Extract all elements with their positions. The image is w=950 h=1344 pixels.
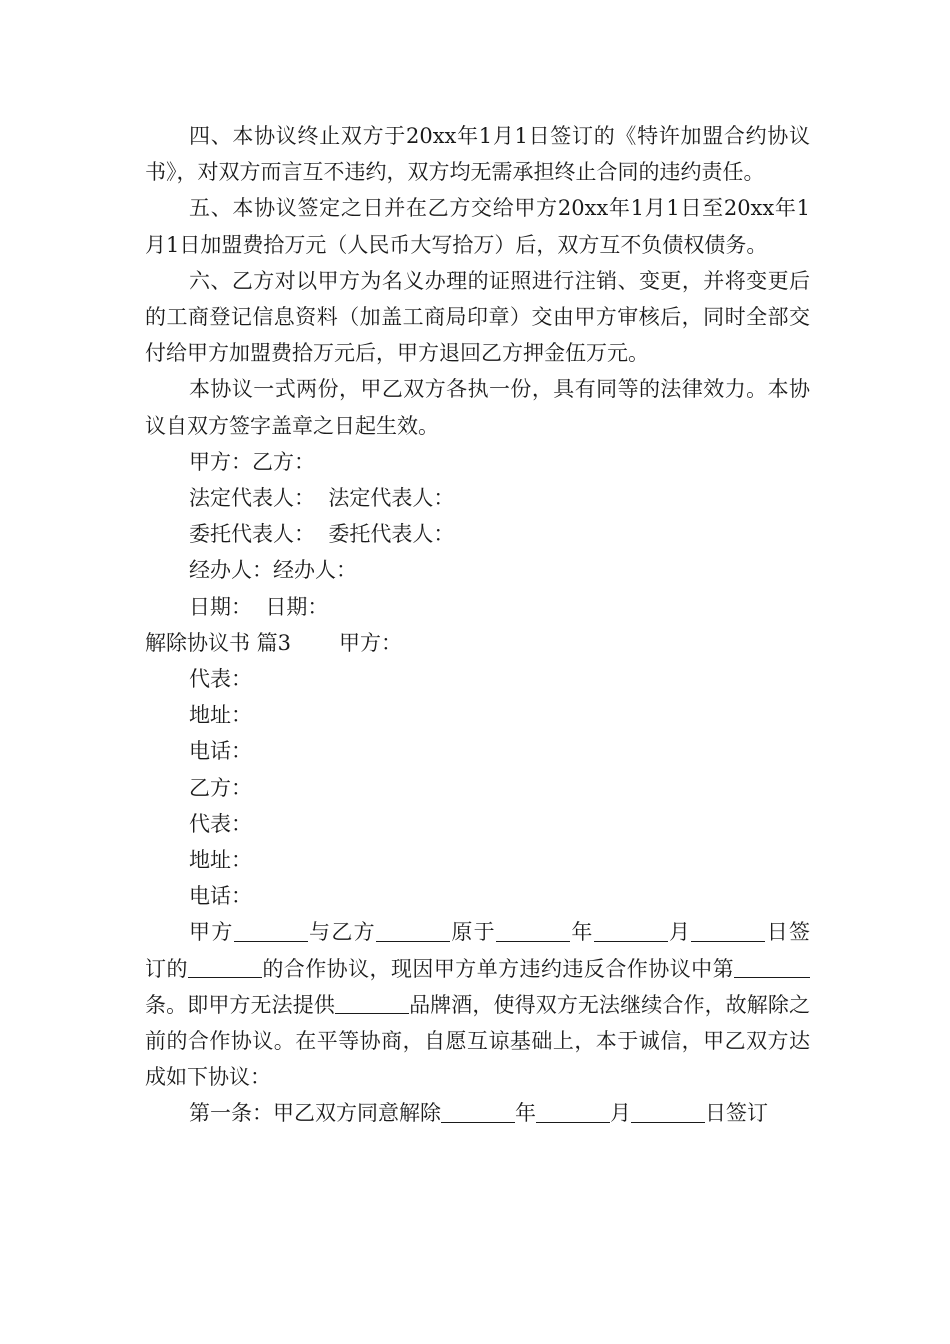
signature-date: 日期： 日期：: [189, 594, 329, 619]
article-one: 第一条：甲乙双方同意解除 年 月 日签订: [189, 1101, 768, 1126]
clause-five: 五、本协议签定之日并在乙方交给甲方20xx年1月1日至20xx年1月1日加盟费拾万元（人民币大写拾万）后，双方互不负债权债务。: [145, 196, 810, 257]
party-a-address: 地址：: [189, 703, 252, 728]
blank-field[interactable]: [496, 919, 570, 942]
party-b-representative: 代表：: [189, 811, 252, 836]
party-a-label: 甲方：: [339, 630, 403, 655]
party-b-label: 乙方：: [189, 775, 252, 800]
signature-parties: 甲方：乙方：: [189, 449, 315, 474]
blank-field[interactable]: [335, 991, 409, 1014]
blank-field[interactable]: [536, 1100, 610, 1123]
section-heading-line: [145, 625, 810, 661]
blank-field[interactable]: [734, 955, 758, 978]
signature-entrusted-representative: 委托代表人： 委托代表人：: [189, 522, 455, 547]
blank-field[interactable]: [234, 919, 308, 942]
clause-copies: 本协议一式两份，甲乙双方各执一份，具有同等的法律效力。本协议自双方签字盖章之日起生效。: [145, 377, 810, 438]
blank-field[interactable]: [631, 1100, 705, 1123]
signature-handler: 经办人：经办人：: [189, 558, 357, 583]
party-b-address: 地址：: [189, 848, 252, 873]
section-title: 解除协议书 篇3: [145, 630, 292, 655]
blank-field[interactable]: [691, 919, 765, 942]
blank-field[interactable]: [758, 955, 810, 978]
clause-four: 四、本协议终止双方于20xx年1月1日签订的《特许加盟合约协议书》，对双方而言互不违约，双方均无需承担终止合同的违约责任。: [145, 124, 810, 185]
document-page: [145, 118, 810, 1132]
clause-six: 六、乙方对以甲方为名义办理的证照进行注销、变更，并将变更后的工商登记信息资料（加盖工商局印章）交由甲方审核后，同时全部交付给甲方加盟费拾万元后，甲方退回乙方押金伍万元。: [145, 268, 810, 366]
termination-intro: 甲方 与乙方 原于 年 月 日签订的 的合作协议，现因甲方单方违约违反合作协议中第条。即甲方无法提供 品牌酒，使得双方无法继续合作，故解除之前的合作协议。在平等协商，自愿互谅基础上，本于诚信，甲乙双方达成如下协议：: [145, 920, 811, 1090]
party-a-representative: 代表：: [189, 667, 252, 692]
blank-field[interactable]: [594, 919, 668, 942]
blank-field[interactable]: [188, 955, 262, 978]
blank-field[interactable]: [376, 919, 450, 942]
party-a-phone: 电话：: [189, 739, 252, 764]
party-b-phone: 电话：: [189, 884, 252, 909]
blank-field[interactable]: [441, 1100, 515, 1123]
signature-legal-representative: 法定代表人： 法定代表人：: [189, 486, 455, 511]
